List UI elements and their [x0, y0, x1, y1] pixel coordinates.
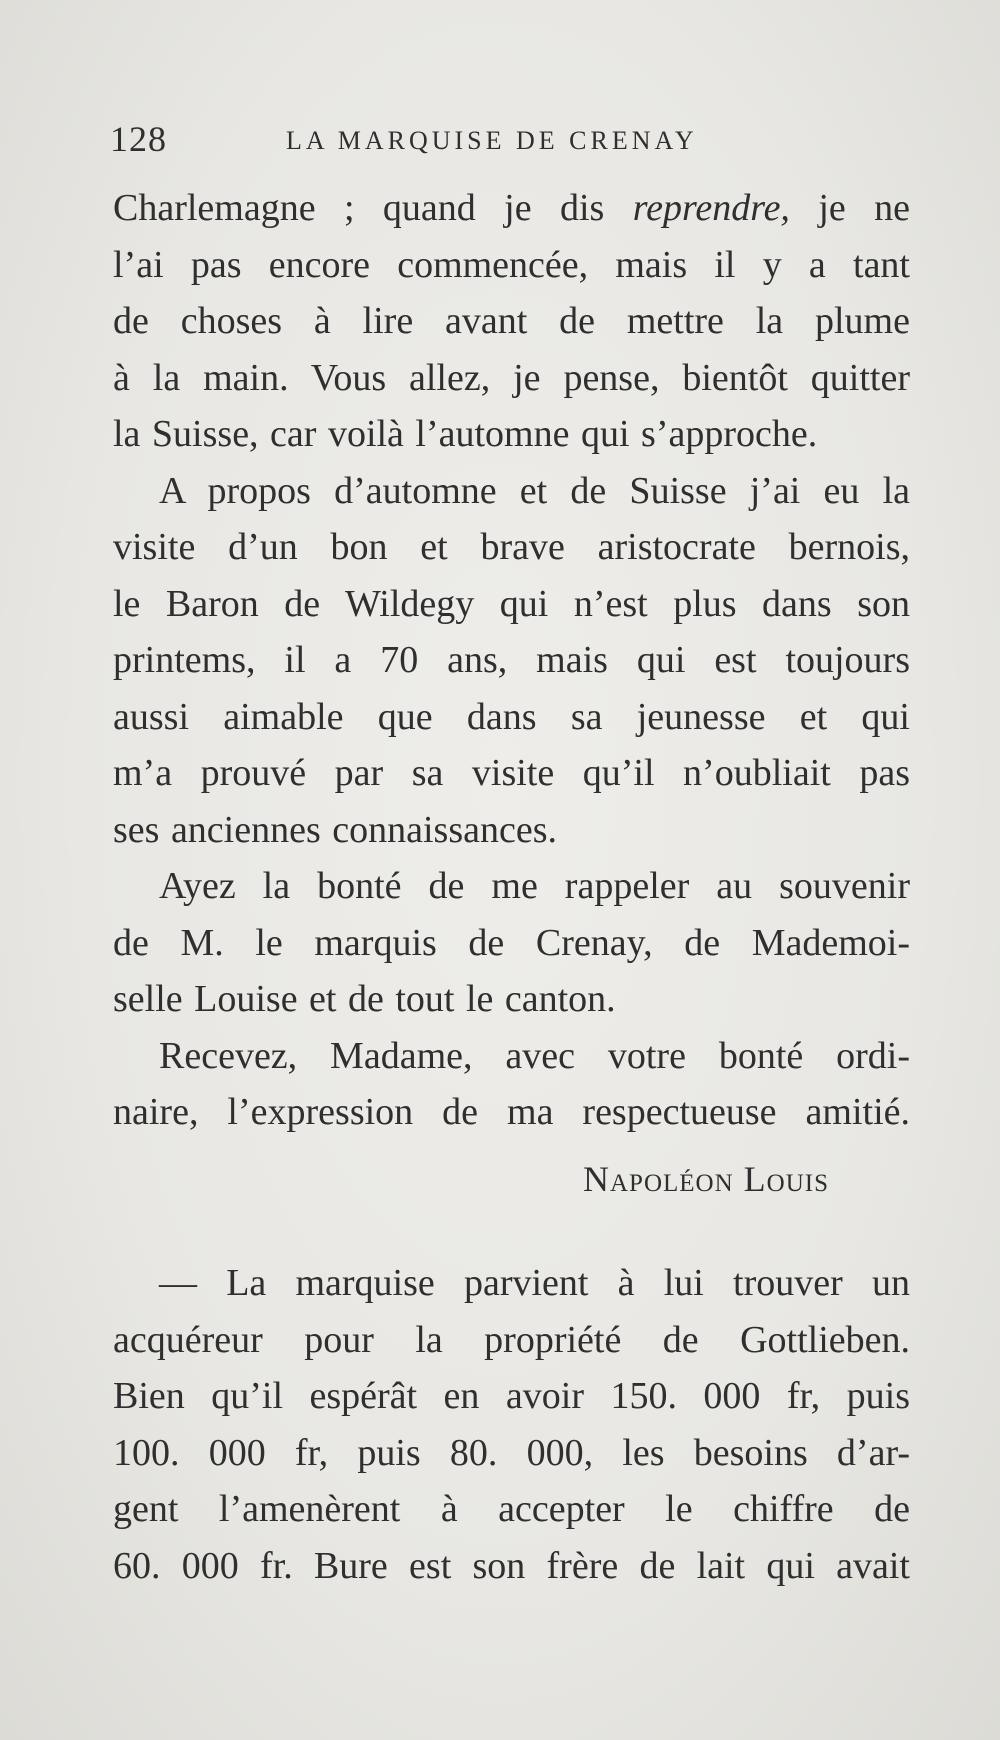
- text-line: [113, 180, 910, 237]
- text-line: gent l’amenèrent à accepter le chiffre de: [113, 1488, 910, 1530]
- text-line: m’a prouvé par sa visite qu’il n’oubliait pas: [113, 752, 910, 794]
- text-line: aussi aimable que dans sa jeunesse et qui: [113, 695, 910, 738]
- page-header: [110, 118, 910, 168]
- text-line: Bien qu’il espérât en avoir 150. 000 fr, puis: [113, 1375, 910, 1417]
- page-number: 128: [110, 119, 167, 159]
- letter-paragraph-4: [113, 1028, 910, 1141]
- text-line: le Baron de Wildegy qui n’est plus dans son: [113, 582, 910, 625]
- text-line: printems, il a 70 ans, mais qui est toujours: [113, 639, 910, 681]
- narrative-paragraph: [113, 1255, 910, 1594]
- text-line: acquéreur pour la propriété de Gottlieben.: [113, 1318, 910, 1361]
- text-line: ses anciennes connaissances.: [113, 808, 558, 851]
- text-line: l’ai pas encore commencée, mais il y a tant: [113, 243, 910, 286]
- text-line: naire, l’expression de ma respectueuse amitié.: [113, 1091, 910, 1133]
- running-head: LA MARQUISE DE CRENAY: [286, 126, 698, 155]
- signature: Napoléon Louis: [583, 1159, 829, 1199]
- text-line: A propos d’automne et de Suisse j’ai eu la: [159, 469, 910, 512]
- text-line: de choses à lire avant de mettre la plume: [113, 300, 910, 342]
- text-line: Recevez, Madame, avec votre bonté ordi-: [159, 1034, 910, 1077]
- letter-paragraph-1: [113, 180, 910, 463]
- text-line: visite d’un bon et brave aristocrate bernois,: [113, 526, 910, 568]
- italic-word: reprendre,: [632, 187, 790, 229]
- text-line: 100. 000 fr, puis 80. 000, les besoins d’ar-: [113, 1431, 910, 1474]
- letter-paragraph-3: [113, 858, 910, 1028]
- text-line: la Suisse, car voilà l’automne qui s’approche.: [113, 413, 818, 455]
- text-line: — La marquise parvient à lui trouver un: [159, 1262, 910, 1304]
- text-line: Ayez la bonté de me rappeler au souvenir: [159, 865, 910, 907]
- text-run: je ne: [789, 187, 910, 229]
- letter-paragraph-2: [113, 463, 910, 859]
- text-run: Charlemagne ; quand je dis: [113, 187, 633, 229]
- letter-body: [113, 180, 910, 1141]
- text-line: 60. 000 fr. Bure est son frère de lait qui avait: [113, 1544, 910, 1587]
- text-line: selle Louise et de tout le canton.: [113, 978, 616, 1020]
- text-line: à la main. Vous allez, je pense, bientôt quitter: [113, 356, 910, 399]
- text-line: de M. le marquis de Crenay, de Mademoi-: [113, 921, 910, 964]
